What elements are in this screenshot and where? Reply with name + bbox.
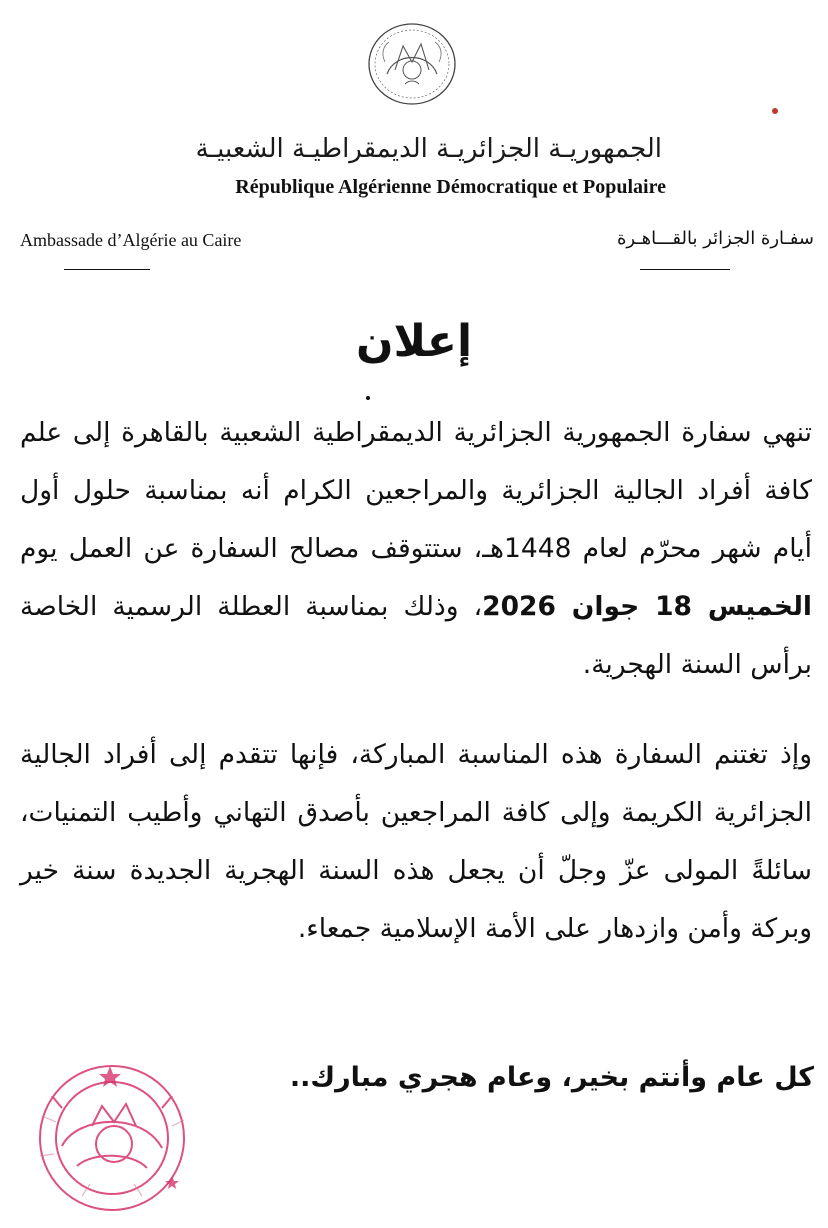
divider-right — [640, 269, 730, 270]
embassy-name-arabic: سفـارة الجزائر بالقـــاهـرة — [616, 228, 814, 249]
embassy-name-french: Ambassade d’Algérie au Caire — [20, 230, 242, 250]
closing-greeting: كل عام وأنتم بخير، وعام هجري مبارك.. — [289, 1062, 814, 1093]
arabic-republic-heading: الجمهوريـة الجزائريـة الديمقراطيـة الشعبيـة — [195, 134, 662, 164]
paragraph-1-text-end: ، وذلك بمناسبة العطلة الرسمية الخاصة برأس السنة الهجرية. — [20, 591, 812, 680]
closure-date: الخميس 18 جوان 2026 — [482, 591, 812, 622]
announcement-title: إعلان — [355, 316, 473, 367]
red-mark — [772, 108, 778, 114]
announcement-paragraph-2: وإذ تغتنم السفارة هذه المناسبة المباركة، فإنها تتقدم إلى أفراد الجالية الجزائرية الكريمة وإلى كافة المراجعين بأصدق التهاني وأطيب التمنيات، سائلةً المولى عزّ وجلّ أن يجعل هذه السنة الهجرية الجديدة سنة خير وبركة وأمن وازدهار على الأمة الإسلامية جمعاء. — [20, 739, 812, 944]
announcement-paragraph-1 — [20, 404, 812, 694]
national-emblem-icon — [367, 22, 457, 106]
divider-left — [64, 269, 150, 270]
embassy-stamp-icon — [22, 1056, 192, 1216]
french-republic-heading: République Algérienne Démocratique et Populaire — [235, 176, 666, 198]
paragraph-1-text-start: تنهي سفارة الجمهورية الجزائرية الديمقراطية الشعبية بالقاهرة إلى علم كافة أفراد الجالية الجزائرية والمراجعين الكرام أنه بمناسبة حلول أول أيام شهر محرّم لعام 1448هـ، ستتوقف مصالح السفارة عن العمل يوم — [20, 417, 813, 564]
title-dot — [366, 396, 370, 400]
